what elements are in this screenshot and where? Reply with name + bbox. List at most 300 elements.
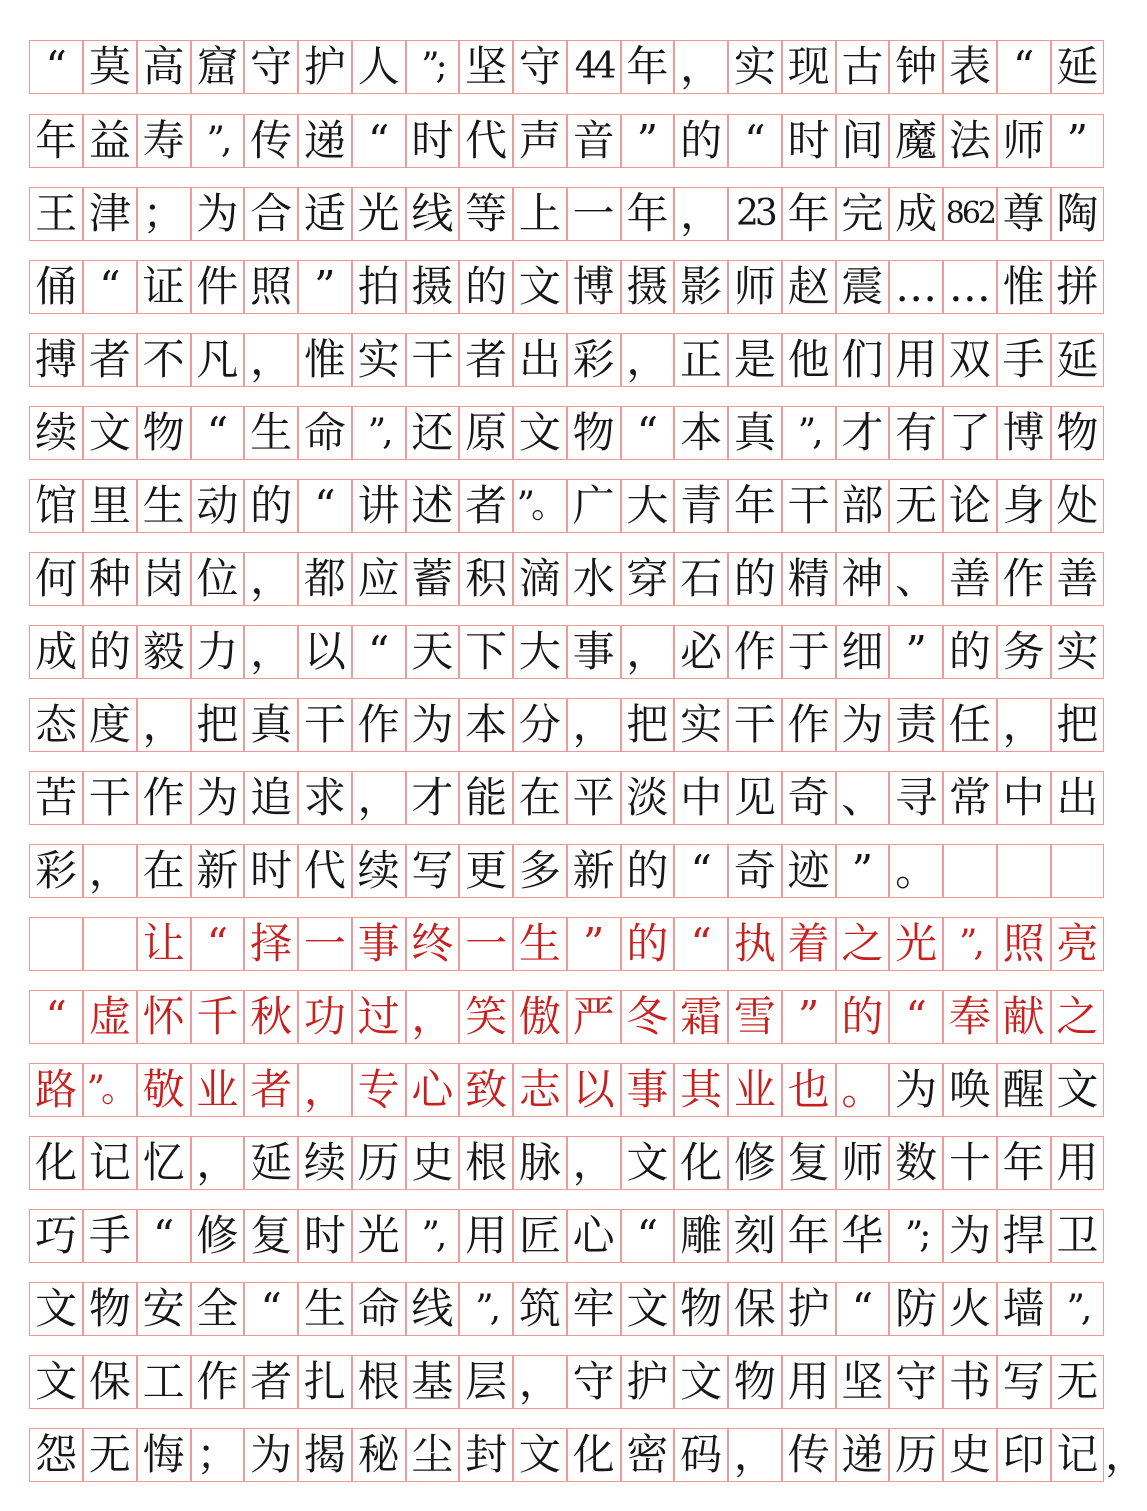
grid-cell-character: 霜 — [674, 990, 728, 1044]
grid-cell-character: 记 — [83, 1136, 137, 1190]
grid-cell-character: 守 — [567, 1355, 621, 1409]
grid-cell-character: ， — [244, 625, 298, 679]
grid-cell-character: 为 — [244, 1428, 298, 1482]
grid-cell-character: 本 — [459, 698, 513, 752]
grid-cell-character: 光 — [889, 917, 943, 971]
grid-cell-character: 件 — [191, 260, 245, 314]
grid-cell-character: “ — [29, 40, 83, 94]
grid-cell-character: 根 — [352, 1355, 406, 1409]
grid-cell-character: 基 — [406, 1355, 460, 1409]
grid-cell-character: 震 — [836, 260, 890, 314]
grid-cell-character: 手 — [997, 333, 1051, 387]
writing-row — [30, 114, 1105, 168]
grid-cell-character: ， — [298, 1063, 352, 1117]
grid-cell-character: ， — [244, 552, 298, 606]
grid-cell-character: 致 — [459, 1063, 513, 1117]
writing-row — [30, 260, 1105, 314]
grid-cell-character: ， — [728, 1428, 782, 1482]
grid-cell-character: 照 — [997, 917, 1051, 971]
grid-cell-character: 实 — [674, 698, 728, 752]
grid-cell-character: 为 — [836, 698, 890, 752]
grid-cell-character: 以 — [298, 625, 352, 679]
grid-cell-character: 物 — [567, 406, 621, 460]
grid-cell-character: 怨 — [29, 1428, 83, 1482]
grid-cell-character: 的 — [83, 625, 137, 679]
grid-cell-character: 多 — [513, 844, 567, 898]
grid-cell-character: 年 — [29, 114, 83, 168]
grid-cell-character: 拍 — [352, 260, 406, 314]
grid-cell-character: 必 — [674, 625, 728, 679]
grid-cell-character: 一 — [459, 917, 513, 971]
grid-cell-character: 下 — [459, 625, 513, 679]
grid-cell-character: 蓄 — [406, 552, 460, 606]
grid-cell-character: “ — [674, 844, 728, 898]
grid-cell-character: 化 — [674, 1136, 728, 1190]
grid-cell-character: 者 — [459, 479, 513, 533]
grid-cell-character: 筑 — [513, 1282, 567, 1336]
grid-cell-character: ， — [621, 625, 675, 679]
grid-cell-character: 是 — [728, 333, 782, 387]
grid-cell-character: ” — [567, 917, 621, 971]
grid-cell-character: 摄 — [621, 260, 675, 314]
grid-cell-character: 修 — [728, 1136, 782, 1190]
grid-cell-character: ”, — [943, 917, 997, 971]
grid-cell-character: 史 — [406, 1136, 460, 1190]
grid-cell-character: 苦 — [29, 771, 83, 825]
grid-cell-character: 手 — [83, 1209, 137, 1263]
writing-row — [30, 698, 1105, 752]
grid-cell-empty — [83, 917, 137, 971]
grid-cell-character: 代 — [459, 114, 513, 168]
grid-cell-character: 论 — [943, 479, 997, 533]
writing-row — [30, 1282, 1105, 1336]
grid-cell-character: 善 — [943, 552, 997, 606]
grid-cell-character: 干 — [83, 771, 137, 825]
grid-cell-character: 印 — [997, 1428, 1051, 1482]
grid-cell-character: 续 — [352, 844, 406, 898]
grid-cell-character: 年 — [782, 1209, 836, 1263]
grid-cell-character: 护 — [782, 1282, 836, 1336]
grid-cell-character: 业 — [728, 1063, 782, 1117]
grid-cell-character: “ — [244, 1282, 298, 1336]
grid-cell-character: 法 — [943, 114, 997, 168]
grid-cell-character: 线 — [406, 187, 460, 241]
grid-cell-character: 作 — [997, 552, 1051, 606]
grid-cell-character: 惟 — [997, 260, 1051, 314]
writing-row — [30, 771, 1105, 825]
grid-cell-character: 保 — [728, 1282, 782, 1336]
grid-cell-character: 虚 — [83, 990, 137, 1044]
grid-cell-character: 秘 — [352, 1428, 406, 1482]
grid-cell-character: 严 — [567, 990, 621, 1044]
grid-cell-character: 雪 — [728, 990, 782, 1044]
grid-cell-character: 守 — [889, 1355, 943, 1409]
grid-cell-character: 魔 — [889, 114, 943, 168]
grid-cell-character: 物 — [137, 406, 191, 460]
grid-cell-character: 追 — [244, 771, 298, 825]
grid-cell-character: 笑 — [459, 990, 513, 1044]
grid-cell-character: 实 — [728, 40, 782, 94]
grid-cell-character: 干 — [406, 333, 460, 387]
grid-cell-character: 冬 — [621, 990, 675, 1044]
grid-cell-character: 心 — [567, 1209, 621, 1263]
grid-cell-character: ” — [298, 260, 352, 314]
grid-cell-character: 师 — [997, 114, 1051, 168]
grid-cell-character: 延 — [1051, 333, 1105, 387]
grid-cell-character: 奇 — [782, 771, 836, 825]
grid-cell-character: ” — [621, 114, 675, 168]
grid-cell-empty — [29, 917, 83, 971]
grid-cell-character: 新 — [567, 844, 621, 898]
grid-cell-character: “ — [83, 260, 137, 314]
grid-cell-character: 真 — [728, 406, 782, 460]
grid-cell-character: ”。 — [83, 1063, 137, 1117]
grid-cell-character: 为 — [191, 187, 245, 241]
grid-cell-character: 光 — [352, 1209, 406, 1263]
grid-cell-character: 摄 — [406, 260, 460, 314]
grid-cell-character: 年 — [782, 187, 836, 241]
grid-cell-character: 码 — [674, 1428, 728, 1482]
grid-cell-character: 身 — [997, 479, 1051, 533]
grid-cell-character: ” — [836, 844, 890, 898]
grid-cell-character: 层 — [459, 1355, 513, 1409]
grid-cell-character: 人 — [352, 40, 406, 94]
writing-row — [30, 1355, 1105, 1409]
grid-cell-character: 年 — [728, 479, 782, 533]
grid-cell-character: 把 — [191, 698, 245, 752]
grid-cell-character: 正 — [674, 333, 728, 387]
grid-cell-character: 应 — [352, 552, 406, 606]
grid-cell-character: “ — [191, 406, 245, 460]
grid-cell-character: ； — [191, 1428, 245, 1482]
grid-cell-character: 为 — [943, 1209, 997, 1263]
grid-cell-character: 善 — [1051, 552, 1105, 606]
grid-cell-character: 表 — [943, 40, 997, 94]
grid-cell-character: 44 — [567, 40, 621, 94]
writing-row — [30, 1136, 1105, 1190]
grid-cell-character: 双 — [943, 333, 997, 387]
grid-cell-character: 续 — [29, 406, 83, 460]
grid-cell-character: “ — [836, 1282, 890, 1336]
grid-cell-character: 者 — [459, 333, 513, 387]
grid-cell-character: 、 — [889, 552, 943, 606]
grid-cell-character: 醒 — [997, 1063, 1051, 1117]
grid-cell-character: 用 — [1051, 1136, 1105, 1190]
grid-cell-character: 滴 — [513, 552, 567, 606]
grid-cell-character: 间 — [836, 114, 890, 168]
grid-cell-character: 十 — [943, 1136, 997, 1190]
grid-cell-character: 益 — [83, 114, 137, 168]
grid-cell-character: 其 — [674, 1063, 728, 1117]
grid-cell-character: “ — [352, 625, 406, 679]
writing-row — [30, 552, 1105, 606]
grid-cell-character: 保 — [83, 1355, 137, 1409]
grid-cell-character: 捍 — [997, 1209, 1051, 1263]
grid-cell-character: 照 — [244, 260, 298, 314]
grid-cell-character: 大 — [621, 479, 675, 533]
grid-cell-character: 的 — [621, 844, 675, 898]
grid-cell-character: 牢 — [567, 1282, 621, 1336]
grid-cell-character: 把 — [1051, 698, 1105, 752]
grid-cell-character: 者 — [244, 1355, 298, 1409]
grid-cell-character: … — [889, 260, 943, 314]
grid-cell-character: 防 — [889, 1282, 943, 1336]
grid-cell-character: 王 — [29, 187, 83, 241]
grid-cell-character: 为 — [191, 771, 245, 825]
grid-cell-character: 、 — [836, 771, 890, 825]
grid-cell-character: 文 — [1051, 1063, 1105, 1117]
grid-cell-character: 俑 — [29, 260, 83, 314]
grid-cell-character: 怀 — [137, 990, 191, 1044]
grid-cell-character: 墙 — [997, 1282, 1051, 1336]
grid-cell-character: 文 — [513, 260, 567, 314]
grid-cell-character: 干 — [728, 698, 782, 752]
grid-cell-character: 生 — [137, 479, 191, 533]
grid-cell-character: “ — [298, 479, 352, 533]
grid-cell-character: ， — [244, 333, 298, 387]
grid-cell-character: 线 — [406, 1282, 460, 1336]
grid-cell-character: 成 — [29, 625, 83, 679]
grid-cell-character: 文 — [513, 406, 567, 460]
grid-cell-character: 搏 — [29, 333, 83, 387]
grid-cell-character: 执 — [728, 917, 782, 971]
grid-cell-character: 文 — [29, 1282, 83, 1336]
grid-cell-character: ” — [889, 625, 943, 679]
grid-cell-character: ”, — [352, 406, 406, 460]
grid-cell-character: 中 — [674, 771, 728, 825]
grid-cell-character: 成 — [889, 187, 943, 241]
grid-cell-character: 完 — [836, 187, 890, 241]
grid-cell-character: 中 — [997, 771, 1051, 825]
writing-row — [30, 1209, 1105, 1263]
grid-cell-character: ”; — [406, 40, 460, 94]
grid-cell-character: 种 — [83, 552, 137, 606]
grid-cell-character: 化 — [29, 1136, 83, 1190]
grid-cell-character: 了 — [943, 406, 997, 460]
grid-cell-character: ”, — [406, 1209, 460, 1263]
grid-cell-character: 文 — [674, 1355, 728, 1409]
grid-cell-character: ， — [513, 1355, 567, 1409]
grid-cell-character: 精 — [782, 552, 836, 606]
grid-cell-character: 守 — [513, 40, 567, 94]
grid-cell-character: ”, — [191, 114, 245, 168]
grid-cell-character: 上 — [513, 187, 567, 241]
grid-cell-character: 无 — [889, 479, 943, 533]
grid-cell-character: 本 — [674, 406, 728, 460]
grid-cell-character: 把 — [621, 698, 675, 752]
grid-cell-character: 物 — [674, 1282, 728, 1336]
grid-cell-character: 毅 — [137, 625, 191, 679]
grid-cell-character: 记 — [1051, 1428, 1105, 1482]
grid-cell-character: 唤 — [943, 1063, 997, 1117]
grid-cell-character: 陶 — [1051, 187, 1105, 241]
grid-cell-character: 护 — [298, 40, 352, 94]
grid-cell-character: 时 — [406, 114, 460, 168]
writing-row — [30, 1428, 1147, 1482]
grid-cell-character: 历 — [352, 1136, 406, 1190]
grid-cell-character: 历 — [889, 1428, 943, 1482]
grid-cell-character: … — [943, 260, 997, 314]
grid-cell-character: 的 — [943, 625, 997, 679]
grid-cell-character: 常 — [943, 771, 997, 825]
grid-cell-character: ， — [83, 844, 137, 898]
grid-cell-character: “ — [621, 406, 675, 460]
grid-cell-character: 寿 — [137, 114, 191, 168]
grid-cell-character: ” — [1051, 114, 1105, 168]
writing-row — [30, 917, 1105, 971]
grid-cell-character: 神 — [836, 552, 890, 606]
grid-cell-character: 等 — [459, 187, 513, 241]
grid-cell-character: 文 — [29, 1355, 83, 1409]
grid-cell-character: 声 — [513, 114, 567, 168]
grid-cell-character: 惟 — [298, 333, 352, 387]
grid-cell-character: ， — [137, 698, 191, 752]
grid-cell-character: 广 — [567, 479, 621, 533]
grid-cell-character: 古 — [836, 40, 890, 94]
grid-cell-character: 过 — [352, 990, 406, 1044]
grid-cell-character: 雕 — [674, 1209, 728, 1263]
grid-cell-character: 亮 — [1051, 917, 1105, 971]
writing-row — [30, 625, 1105, 679]
grid-cell-character: ， — [674, 187, 728, 241]
grid-cell-character: 影 — [674, 260, 728, 314]
grid-cell-character: 文 — [621, 1136, 675, 1190]
grid-cell-character: 岗 — [137, 552, 191, 606]
grid-cell-character: 里 — [83, 479, 137, 533]
grid-cell-character: 延 — [244, 1136, 298, 1190]
grid-cell-character: ； — [137, 187, 191, 241]
grid-cell-character: 让 — [137, 917, 191, 971]
grid-cell-character: ， — [674, 40, 728, 94]
grid-cell-character: 脉 — [513, 1136, 567, 1190]
grid-cell-character: 生 — [244, 406, 298, 460]
grid-cell-character: 穿 — [621, 552, 675, 606]
grid-cell-character: 终 — [406, 917, 460, 971]
grid-cell-character: 适 — [298, 187, 352, 241]
grid-cell-character: “ — [29, 990, 83, 1044]
grid-cell-character: 实 — [1051, 625, 1105, 679]
grid-cell-character: 文 — [513, 1428, 567, 1482]
grid-cell-character: 高 — [137, 40, 191, 94]
grid-cell-character: 赵 — [782, 260, 836, 314]
grid-cell-character: 书 — [943, 1355, 997, 1409]
grid-cell-character: 奉 — [943, 990, 997, 1044]
grid-cell-character: 度 — [83, 698, 137, 752]
grid-cell-character: 在 — [513, 771, 567, 825]
grid-cell-character: 态 — [29, 698, 83, 752]
grid-cell-character: 彩 — [29, 844, 83, 898]
grid-cell-character: 师 — [836, 1136, 890, 1190]
grid-cell-character: 文 — [621, 1282, 675, 1336]
grid-cell-character: 复 — [244, 1209, 298, 1263]
grid-cell-character: 的 — [836, 990, 890, 1044]
grid-cell-character: 巧 — [29, 1209, 83, 1263]
grid-cell-character: 卫 — [1051, 1209, 1105, 1263]
grid-cell-character: 部 — [836, 479, 890, 533]
grid-cell-character: 史 — [943, 1428, 997, 1482]
grid-cell-character: 写 — [406, 844, 460, 898]
grid-cell-character: 才 — [836, 406, 890, 460]
grid-cell-character: 彩 — [567, 333, 621, 387]
grid-cell-character: 述 — [406, 479, 460, 533]
grid-cell-character: 务 — [997, 625, 1051, 679]
grid-cell-character: 的 — [674, 114, 728, 168]
grid-cell-character: “ — [889, 990, 943, 1044]
grid-cell-character: 何 — [29, 552, 83, 606]
grid-cell-character: 无 — [1051, 1355, 1105, 1409]
grid-cell-character: 时 — [298, 1209, 352, 1263]
grid-cell-character: 。 — [889, 844, 943, 898]
writing-row — [30, 406, 1105, 460]
grid-cell-character: 火 — [943, 1282, 997, 1336]
grid-cell-character: “ — [674, 917, 728, 971]
grid-cell-character: 命 — [352, 1282, 406, 1336]
grid-cell-character: 生 — [298, 1282, 352, 1336]
grid-cell-character: 递 — [836, 1428, 890, 1482]
grid-cell-character: 责 — [889, 698, 943, 752]
grid-cell-character: ， — [406, 990, 460, 1044]
grid-cell-character: 原 — [459, 406, 513, 460]
grid-cell-character: 奇 — [728, 844, 782, 898]
grid-cell-character: ” — [782, 990, 836, 1044]
grid-cell-character: 刻 — [728, 1209, 782, 1263]
grid-cell-character: 迹 — [782, 844, 836, 898]
grid-cell-character: 们 — [836, 333, 890, 387]
grid-cell-character: 择 — [244, 917, 298, 971]
grid-cell-character: ”, — [459, 1282, 513, 1336]
grid-cell-character: 事 — [567, 625, 621, 679]
grid-cell-character: 还 — [406, 406, 460, 460]
grid-cell-character: 一 — [567, 187, 621, 241]
grid-cell-character: 为 — [889, 1063, 943, 1117]
grid-cell-character: 作 — [782, 698, 836, 752]
grid-cell-character: ”; — [889, 1209, 943, 1263]
grid-cell-character: 的 — [459, 260, 513, 314]
grid-cell-character: 水 — [567, 552, 621, 606]
grid-cell-character: 博 — [567, 260, 621, 314]
grid-cell-character: 动 — [191, 479, 245, 533]
grid-cell-character: 作 — [728, 625, 782, 679]
grid-cell-character: 递 — [298, 114, 352, 168]
grid-cell-character: 862 — [943, 187, 997, 241]
grid-cell-character: 师 — [728, 260, 782, 314]
grid-cell-character: “ — [621, 1209, 675, 1263]
grid-cell-character: 为 — [406, 698, 460, 752]
grid-cell-character: 拼 — [1051, 260, 1105, 314]
grid-cell-character: 出 — [1051, 771, 1105, 825]
grid-cell-character: 作 — [137, 771, 191, 825]
grid-cell-character: 的 — [244, 479, 298, 533]
grid-cell-character: 事 — [352, 917, 406, 971]
grid-cell-character: 者 — [244, 1063, 298, 1117]
grid-cell-character: 干 — [782, 479, 836, 533]
grid-cell-character: 用 — [459, 1209, 513, 1263]
grid-cell-character: 力 — [191, 625, 245, 679]
grid-cell-character: ”, — [782, 406, 836, 460]
grid-cell-character: 石 — [674, 552, 728, 606]
grid-cell-character: 根 — [459, 1136, 513, 1190]
grid-cell-character: 坚 — [836, 1355, 890, 1409]
writing-row — [30, 1063, 1105, 1117]
grid-cell-character: 积 — [459, 552, 513, 606]
grid-cell-character: 者 — [83, 333, 137, 387]
grid-cell-character: ”, — [1051, 1282, 1105, 1336]
grid-cell-character: 博 — [997, 406, 1051, 460]
writing-row — [30, 333, 1105, 387]
grid-cell-character: 大 — [513, 625, 567, 679]
grid-cell-character: 守 — [244, 40, 298, 94]
grid-cell-character: 平 — [567, 771, 621, 825]
